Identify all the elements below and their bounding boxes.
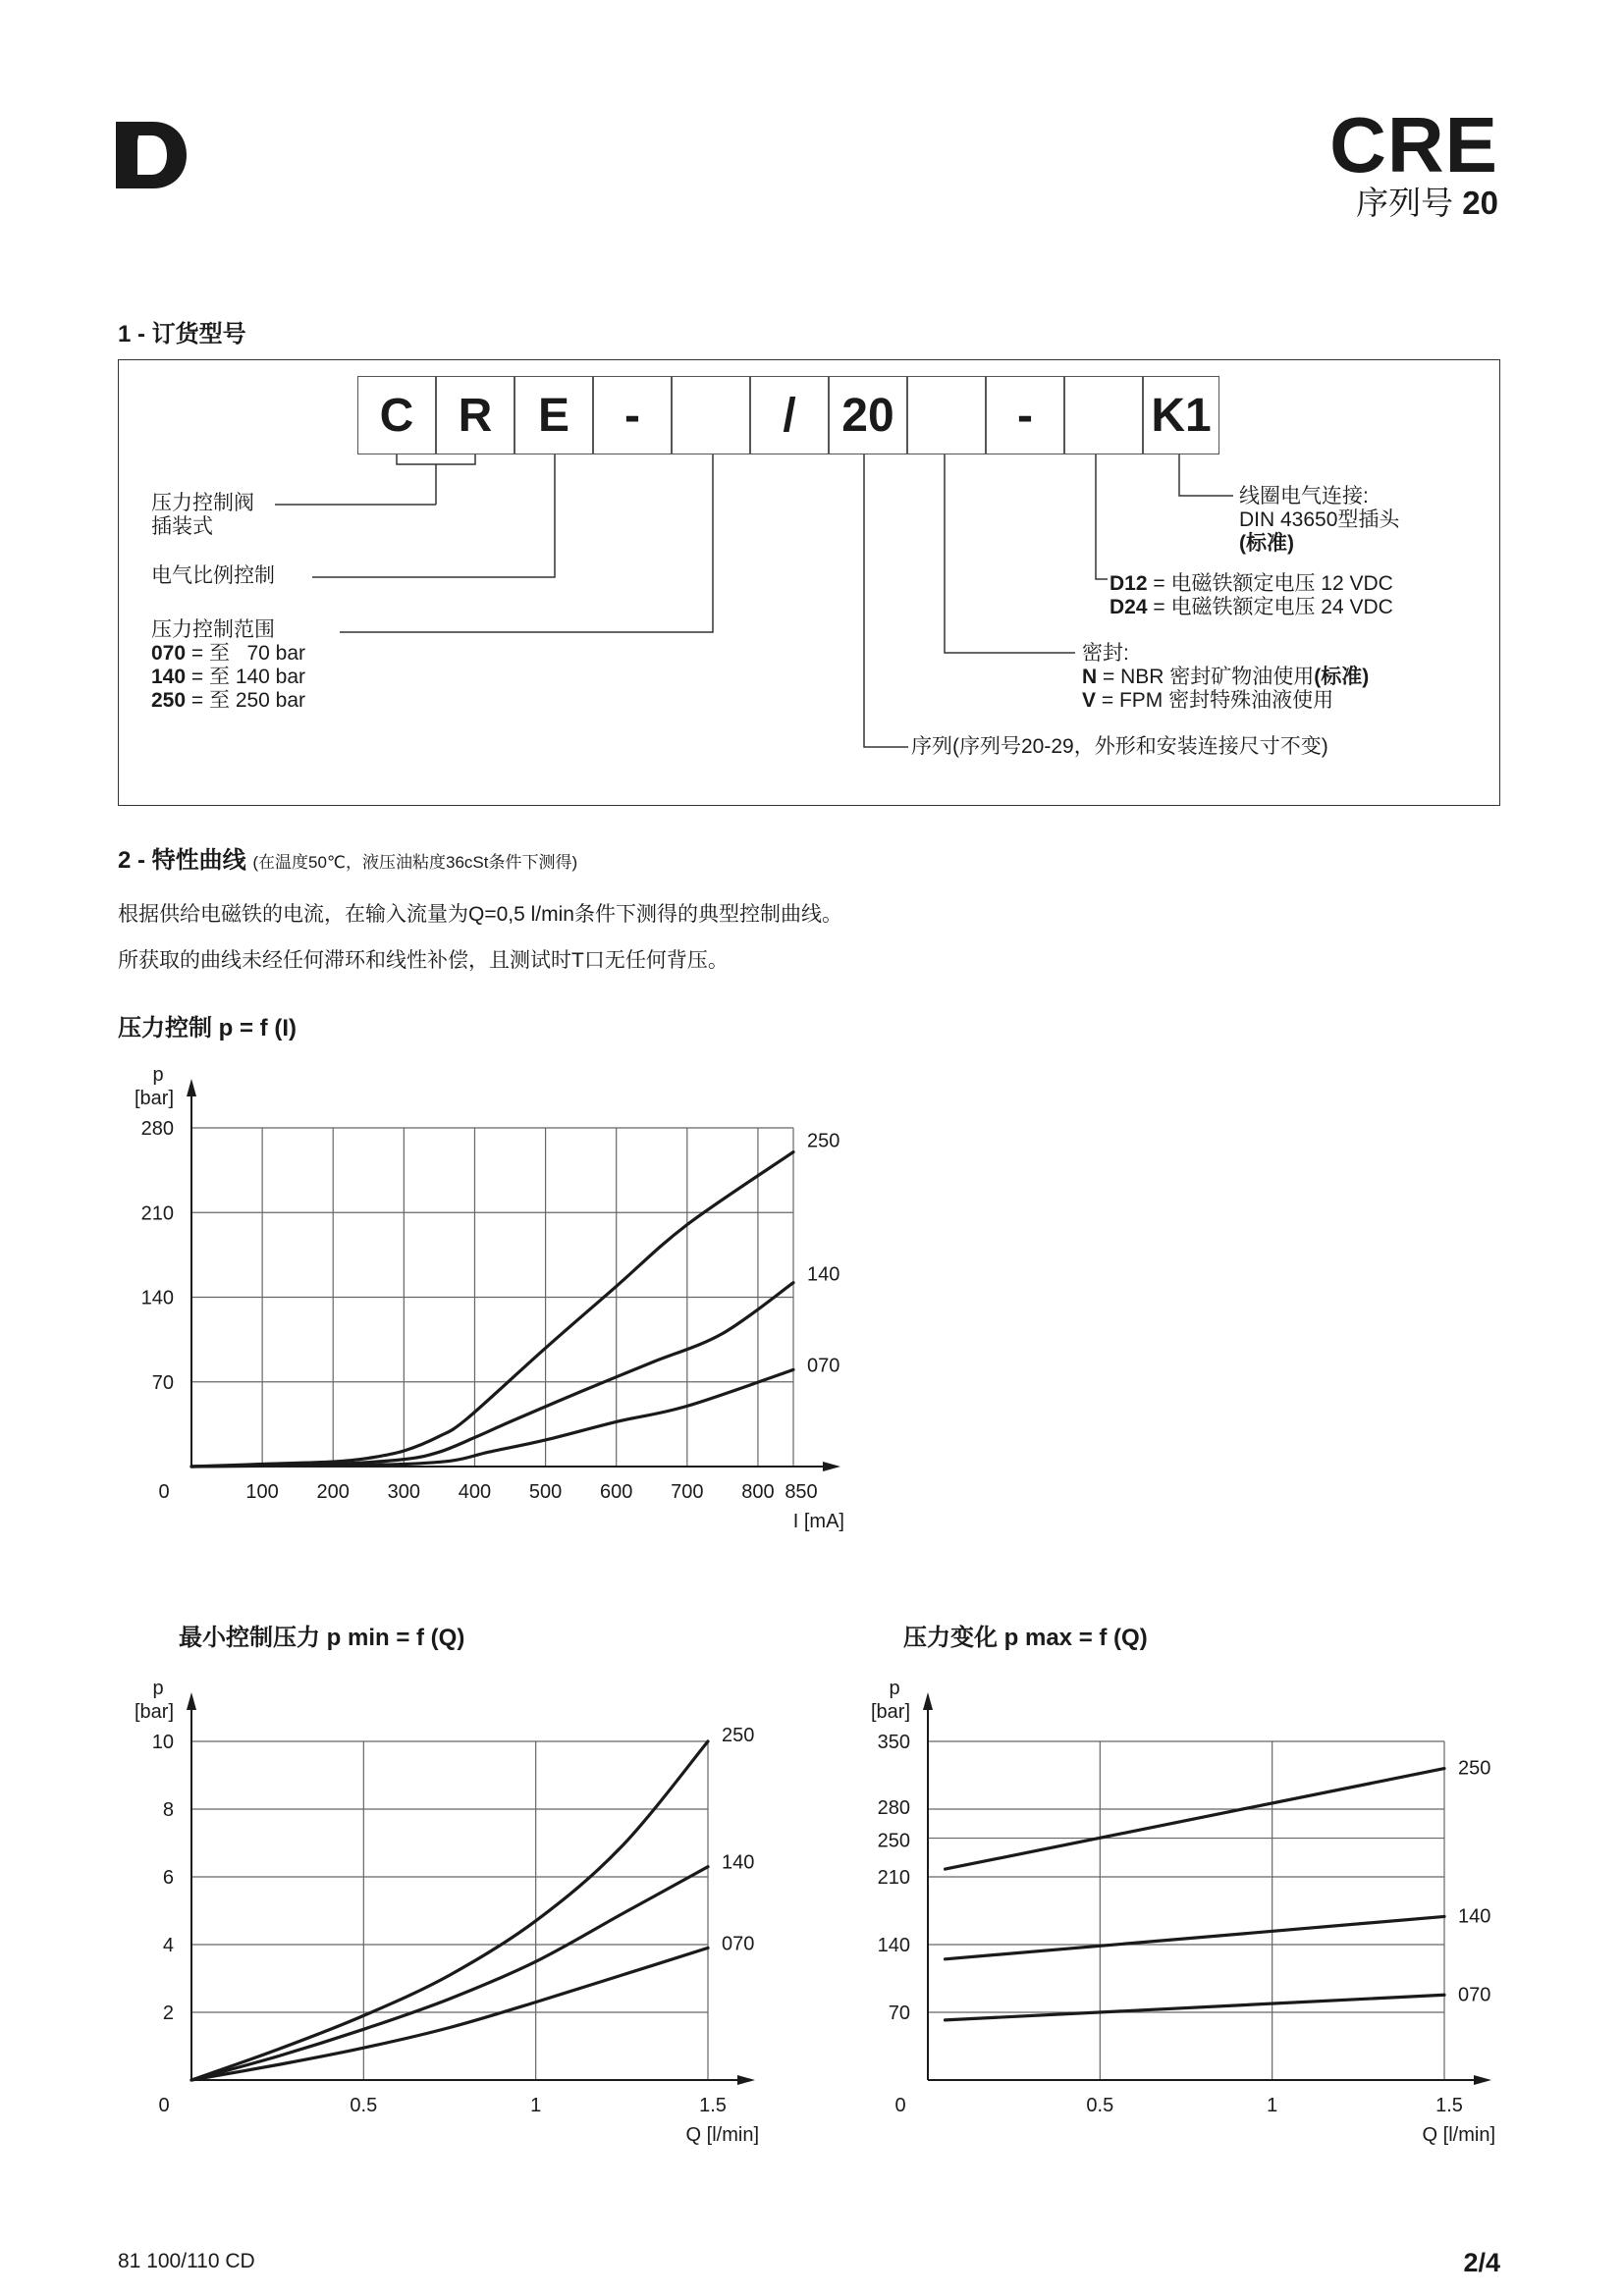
annotation-seal: 密封: N = NBR 密封矿物油使用(标准) V = FPM 密封特殊油液使用 (1082, 642, 1370, 712)
y-tick-label: 70 (888, 2002, 910, 2024)
chart-max-pressure-vs-flow (844, 1674, 1512, 2164)
y-tick-label: 250 (877, 1830, 910, 1852)
chart-pressure-vs-current (108, 1060, 844, 1551)
origin-label: 0 (158, 1481, 170, 1503)
series-label-250: 250 (807, 1130, 840, 1152)
chart1-title: 压力控制 p = f (I) (118, 1015, 297, 1041)
x-axis-label: Q [l/min] (1422, 2124, 1495, 2146)
x-tick-label: 0.5 (350, 2095, 378, 2116)
section2-title: 2 - 特性曲线 (在温度50℃，液压油粘度36cSt条件下测得) (118, 847, 578, 874)
y-tick-label: 280 (140, 1118, 174, 1140)
series-line-070 (191, 1369, 793, 1467)
origin-label: 0 (158, 2095, 170, 2116)
x-tick-label: 300 (387, 1481, 421, 1503)
series-label-140: 140 (722, 1851, 755, 1874)
section1-title: 1 - 订货型号 (118, 321, 246, 347)
y-axis-unit: [bar] (134, 1088, 175, 1109)
y-axis-label: p (152, 1064, 164, 1086)
chart-min-pressure-vs-flow (108, 1674, 776, 2164)
x-tick-label: 500 (528, 1481, 563, 1503)
y-axis-unit: [bar] (870, 1701, 911, 1723)
series-line-250 (191, 1152, 793, 1467)
y-tick-label: 210 (877, 1867, 910, 1889)
origin-label: 0 (894, 2095, 906, 2116)
section2-paragraph-2: 所获取的曲线未经任何滞环和线性补偿，且测试时T口无任何背压。 (118, 949, 729, 972)
code-cell-8 (907, 376, 986, 454)
x-axis-arrow-icon (1474, 2075, 1491, 2085)
x-tick-label: 1.5 (1435, 2095, 1463, 2116)
series-line-140 (946, 1916, 1444, 1958)
x-axis-label: Q [l/min] (685, 2124, 759, 2146)
series-line-070 (946, 1995, 1444, 2020)
y-axis-arrow-icon (187, 1692, 196, 1710)
code-cell-2: R (436, 376, 514, 454)
y-axis-label: p (889, 1678, 900, 1699)
code-cell-7: 20 (829, 376, 907, 454)
code-cell-5 (672, 376, 750, 454)
y-tick-label: 70 (151, 1371, 174, 1394)
code-cell-9: - (986, 376, 1064, 454)
x-axis-label: I [mA] (792, 1511, 844, 1532)
series-label-250: 250 (722, 1725, 755, 1746)
series-line-140 (191, 1283, 793, 1467)
chart3-title: 压力变化 p max = f (Q) (903, 1625, 1148, 1651)
y-tick-label: 140 (877, 1935, 910, 1956)
section2-paragraph-1: 根据供给电磁铁的电流，在输入流量为Q=0,5 l/min条件下测得的典型控制曲线。 (118, 903, 842, 926)
x-tick-label: 1 (1267, 2095, 1278, 2116)
code-cell-4: - (593, 376, 672, 454)
y-tick-label: 4 (162, 1935, 174, 1956)
y-axis-label: p (152, 1678, 164, 1699)
annotation-coil-connection: 线圈电气连接: DIN 43650型插头 (标准) (1239, 485, 1400, 555)
document-code: 81 100/110 CD (118, 2250, 255, 2272)
x-tick-label: 100 (245, 1481, 279, 1503)
y-tick-label: 210 (140, 1202, 174, 1225)
series-label-070: 070 (1458, 1984, 1491, 2006)
annotation-voltage: D12 = 电磁铁额定电压 12 VDC D24 = 电磁铁额定电压 24 VDC (1110, 572, 1393, 618)
x-tick-label: 400 (458, 1481, 492, 1503)
x-tick-label: 0.5 (1086, 2095, 1114, 2116)
code-cell-10 (1064, 376, 1143, 454)
code-cell-11: K1 (1143, 376, 1219, 454)
y-tick-label: 280 (877, 1797, 910, 1819)
y-tick-label: 2 (162, 2002, 174, 2024)
page-number: 2/4 (1463, 2248, 1500, 2277)
x-tick-label: 700 (671, 1481, 704, 1503)
y-tick-label: 350 (877, 1732, 910, 1753)
series-line-250 (946, 1769, 1444, 1870)
series-label-250: 250 (1458, 1757, 1491, 1780)
y-tick-label: 8 (162, 1799, 174, 1821)
x-tick-label: 200 (316, 1481, 350, 1503)
x-axis-arrow-icon (823, 1462, 840, 1471)
y-axis-arrow-icon (187, 1079, 196, 1096)
x-tick-label: 1.5 (699, 2095, 727, 2116)
x-axis-arrow-icon (737, 2075, 755, 2085)
x-tick-label: 800 (741, 1481, 775, 1503)
series-label-140: 140 (807, 1263, 840, 1286)
annotation-valve-type: 压力控制阀 插装式 (151, 492, 254, 538)
x-tick-label: 850 (785, 1481, 818, 1503)
series-label-070: 070 (722, 1933, 755, 1955)
y-axis-arrow-icon (923, 1692, 933, 1710)
x-tick-label: 1 (530, 2095, 542, 2116)
y-tick-label: 10 (151, 1732, 174, 1753)
series-label: 序列号 20 (1356, 185, 1498, 221)
series-label-140: 140 (1458, 1905, 1491, 1928)
chart2-title: 最小控制压力 p min = f (Q) (179, 1625, 465, 1651)
annotation-pressure-range: 压力控制范围 070 = 至 70 bar 140 = 至 140 bar 250 = 至 250 bar (151, 618, 306, 712)
x-tick-label: 600 (600, 1481, 633, 1503)
product-title: CRE (1329, 101, 1498, 188)
annotation-series: 序列(序列号20-29，外形和安装连接尺寸不变) (911, 735, 1328, 758)
y-axis-unit: [bar] (134, 1701, 175, 1723)
code-cell-3: E (514, 376, 593, 454)
annotation-control: 电气比例控制 (151, 564, 275, 587)
code-cell-6: / (750, 376, 829, 454)
code-cell-1: C (357, 376, 436, 454)
y-tick-label: 140 (140, 1287, 174, 1309)
series-label-070: 070 (807, 1355, 840, 1377)
y-tick-label: 6 (162, 1867, 174, 1889)
